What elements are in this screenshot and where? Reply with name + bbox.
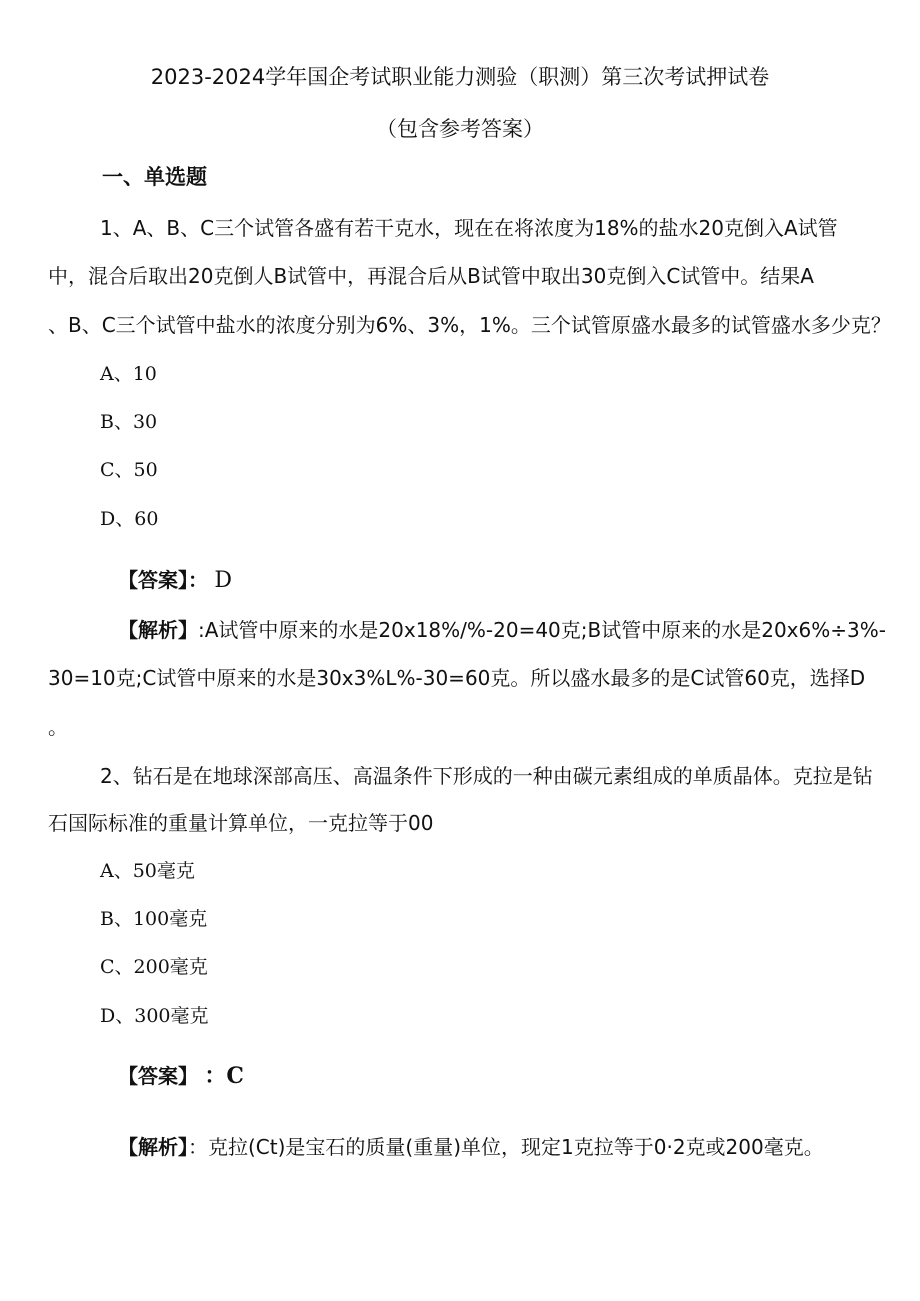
question-text-line: 石国际标准的重量计算单位，一克拉等于00 [48,811,434,835]
answer-row [118,1062,244,1090]
answer-value: D [214,568,232,593]
analysis-text: ：克拉(Ct)是宝石的质量(重量)单位，现定1克拉等于0·2克或200毫克。 [188,1135,824,1159]
analysis-label: 【解析】 [118,618,198,642]
analysis-row [118,616,886,644]
question-text-line: 2、钻石是在地球深部高压、高温条件下形成的一种由碳元素组成的单质晶体。克拉是钻 [100,764,873,788]
answer-label: 【答案】 [118,1064,198,1088]
answer-label: 【答案】： [118,568,208,592]
option-d: D、60 [100,508,159,530]
question-text-line: 、B、C三个试管中盐水的浓度分别为6%、3%，1%。三个试管原盛水最多的试管盛水多少克？ [48,313,891,337]
option-b: B、100毫克 [100,908,208,930]
question-text-line: 1、A、B、C三个试管各盛有若干克水，现在在将浓度为18%的盐水20克倒入A试管 [100,216,838,240]
option-a: A、10 [100,363,157,385]
answer-row [118,566,232,595]
analysis-text-line: :A试管中原来的水是20x18%/%-20=40克;B试管中原来的水是20x6%÷3%- [198,618,886,642]
analysis-text-line: 。 [48,715,68,739]
option-d: D、300毫克 [100,1005,209,1027]
analysis-text-line: 30=10克;C试管中原来的水是30x3%L%-30=60克。所以盛水最多的是C试管60克，选择D [48,666,866,690]
document-subtitle: （包含参考答案） [376,117,544,141]
section-heading: 一、单选题 [102,165,207,189]
option-c: C、50 [100,459,158,481]
analysis-label: 【解析】 [118,1135,188,1159]
question-text-line: 中，混合后取出20克倒人B试管中，再混合后从B试管中取出30克倒入C试管中。结果A [48,264,814,288]
option-b: B、30 [100,411,158,433]
option-a: A、50毫克 [100,860,195,882]
answer-value: ：C [204,1063,244,1089]
option-c: C、200毫克 [100,956,208,978]
document-title: 2023-2024学年国企考试职业能力测验（职测）第三次考试押试卷 [150,65,770,89]
analysis-row [118,1133,824,1161]
